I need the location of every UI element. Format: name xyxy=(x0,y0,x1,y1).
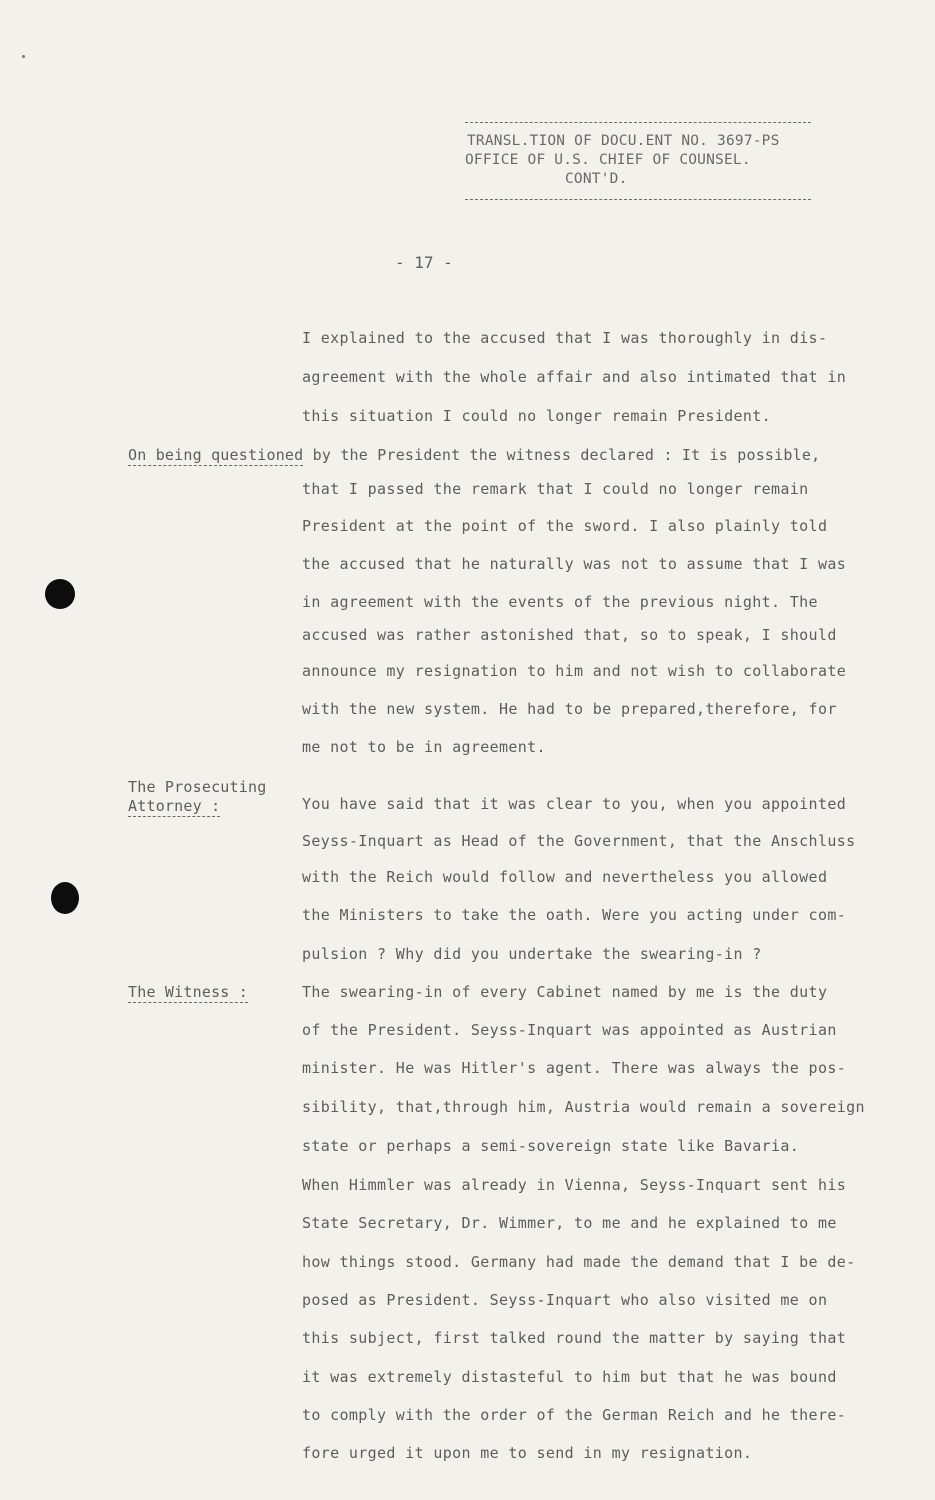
body-line: how things stood. Germany had made the demand that I be de- xyxy=(302,1253,856,1271)
questioned-text: by the President the witness declared : It is possible, xyxy=(303,446,821,464)
header-contd-line: CONT'D. xyxy=(565,171,628,187)
witness-label: The Witness : xyxy=(128,983,248,1001)
prosecutor-label-line1: The Prosecuting xyxy=(128,778,267,796)
prosecutor-label: Attorney : xyxy=(128,797,221,815)
body-line: You have said that it was clear to you, when you appointed xyxy=(302,795,847,813)
body-line: State Secretary, Dr. Wimmer, to me and he explained to me xyxy=(302,1214,837,1232)
punch-hole-upper xyxy=(45,579,75,609)
page-number: - 17 - xyxy=(395,253,453,272)
body-line: in agreement with the events of the previous night. The xyxy=(302,593,818,611)
prosecutor-label-line2 xyxy=(128,797,220,815)
witness-label-line xyxy=(128,983,248,1001)
body-line: this situation I could no longer remain President. xyxy=(302,407,772,425)
body-line: posed as President. Seyss-Inquart who also visited me on xyxy=(302,1291,828,1309)
body-line: Seyss-Inquart as Head of the Government, that the Anschluss xyxy=(302,832,856,850)
body-line: me not to be in agreement. xyxy=(302,738,546,756)
body-line: to comply with the order of the German Reich and he there- xyxy=(302,1406,847,1424)
body-line: with the Reich would follow and nevertheless you allowed xyxy=(302,868,828,886)
punch-hole-lower xyxy=(51,882,79,914)
body-line: the Ministers to take the oath. Were you acting under com- xyxy=(302,906,847,924)
body-line: this subject, first talked round the matter by saying that xyxy=(302,1329,847,1347)
header-rule-top xyxy=(465,122,811,123)
body-line: announce my resignation to him and not wish to collaborate xyxy=(302,662,847,680)
body-line: I explained to the accused that I was thoroughly in dis- xyxy=(302,329,828,347)
body-line: state or perhaps a semi-sovereign state like Bavaria. xyxy=(302,1137,800,1155)
body-line: agreement with the whole affair and also intimated that in xyxy=(302,368,847,386)
body-line: President at the point of the sword. I also plainly told xyxy=(302,517,828,535)
body-line: it was extremely distasteful to him but that he was bound xyxy=(302,1368,837,1386)
body-line: When Himmler was already in Vienna, Seyss-Inquart sent his xyxy=(302,1176,847,1194)
body-line: sibility, that,through him, Austria would remain a sovereign xyxy=(302,1098,865,1116)
header-translation-line: TRANSL.TION OF DOCU.ENT NO. 3697-PS xyxy=(467,133,780,149)
document-header xyxy=(465,122,815,200)
body-line: of the President. Seyss-Inquart was appointed as Austrian xyxy=(302,1021,837,1039)
body-line: that I passed the remark that I could no longer remain xyxy=(302,480,809,498)
header-rule-bottom xyxy=(465,199,811,200)
body-line: the accused that he naturally was not to assume that I was xyxy=(302,555,847,573)
body-line: pulsion ? Why did you undertake the swearing-in ? xyxy=(302,945,762,963)
body-line: fore urged it upon me to send in my resignation. xyxy=(302,1444,753,1462)
paper-speck xyxy=(22,55,25,58)
header-office-line: OFFICE OF U.S. CHIEF OF COUNSEL. xyxy=(465,152,751,168)
body-line: minister. He was Hitler's agent. There was always the pos- xyxy=(302,1059,847,1077)
questioned-line xyxy=(128,446,820,464)
body-line: with the new system. He had to be prepared,therefore, for xyxy=(302,700,837,718)
questioned-label: On being questioned xyxy=(128,446,304,464)
body-line: The swearing-in of every Cabinet named by me is the duty xyxy=(302,983,828,1001)
body-line: accused was rather astonished that, so to speak, I should xyxy=(302,626,837,644)
